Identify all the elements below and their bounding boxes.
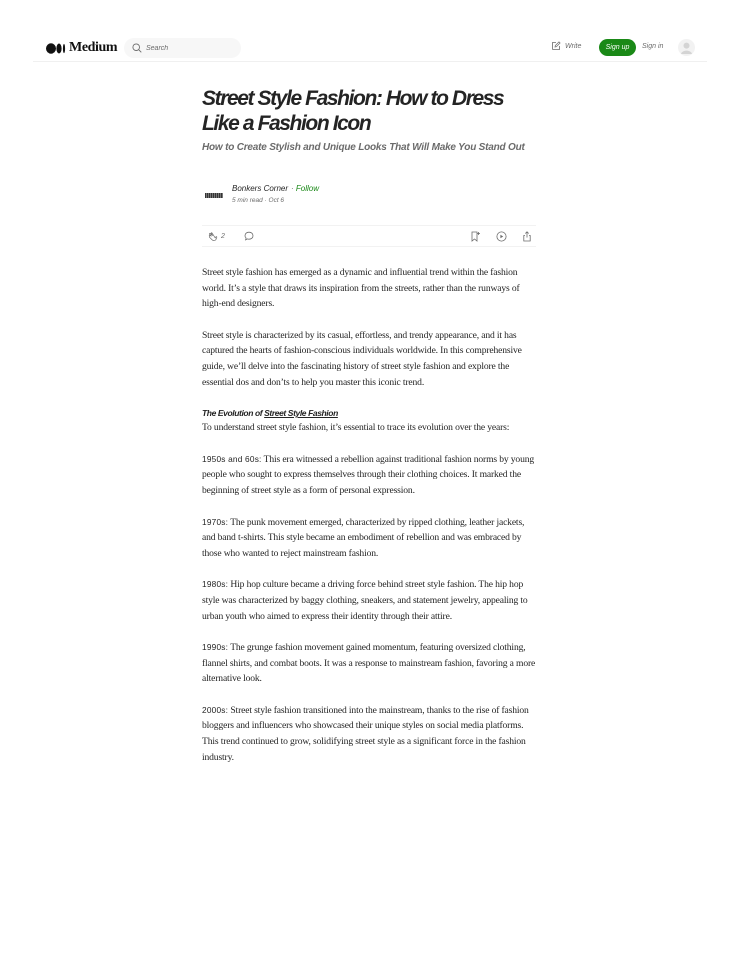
user-avatar-icon — [678, 39, 695, 56]
listen-button[interactable] — [496, 231, 507, 242]
section-heading-link[interactable]: Street Style Fashion — [264, 408, 338, 419]
era-text: The grunge fashion movement gained momentum, featuring oversized clothing, flannel shirts, and combat boots. It was a response to mainstream fashion, favoring a more alternative look. — [202, 642, 536, 685]
write-icon — [551, 41, 561, 51]
medium-logo-icon — [46, 43, 66, 54]
search-input[interactable] — [146, 45, 236, 52]
clap-button[interactable] — [207, 231, 225, 242]
paragraph-intro: Street style fashion has emerged as a dynamic and influential trend within the fashion world. It’s a style that draws its inspiration from the streets, rather than the runways of high-end designers. — [202, 267, 520, 310]
era-label: 1950s and 60s: — [202, 453, 262, 464]
sign-up-button[interactable]: Sign up — [599, 39, 636, 56]
comment-button[interactable] — [244, 231, 254, 241]
read-time: 5 min read — [232, 197, 263, 204]
clap-icon — [207, 231, 218, 242]
paragraph-section-intro: To understand street style fashion, it’s essential to trace its evolution over the years: — [202, 422, 510, 434]
share-button[interactable] — [522, 231, 532, 242]
user-avatar-button[interactable] — [678, 39, 695, 56]
paragraph-era-1980s — [202, 577, 538, 624]
follow-button[interactable]: Follow — [295, 184, 320, 193]
meta-separator: · — [264, 197, 267, 204]
era-text: Hip hop culture became a driving force behind street style fashion. The hip hop style was characterized by baggy clothing, sneakers, and statement jewelry, appealing to urban youth who aimed to express their identity through their attire. — [202, 579, 528, 622]
article-meta — [232, 197, 284, 204]
follow-group — [291, 184, 319, 193]
era-text: The punk movement emerged, characterized by ripped clothing, leather jackets, and band t-shirts. This style became an embodiment of rebellion and was embraced by those who wanted to reject mainstream fashion. — [202, 516, 525, 559]
article-title: Street Style Fashion: How to Dress Like a Fashion Icon — [202, 87, 504, 135]
article-subtitle: How to Create Stylish and Unique Looks That Will Make You Stand Out — [202, 142, 525, 153]
section-heading-prefix: The Evolution of — [202, 408, 265, 419]
paragraph-era-1970s — [202, 515, 538, 562]
era-label: 1970s: — [202, 516, 229, 527]
paragraph-characterized: Street style is characterized by its casual, effortless, and trendy appearance, and it has captured the hearts of fashion-conscious individuals worldwide. In this comprehensive guide, we’ll delve into the fascinating history of street style fashion and explore the essential dos and don’ts to help you master this iconic trend. — [202, 329, 522, 388]
play-icon — [496, 231, 507, 242]
search-icon — [132, 43, 142, 53]
author-byline — [202, 182, 542, 208]
comment-icon — [244, 231, 254, 241]
author-name-link[interactable]: Bonkers Corner — [232, 184, 289, 193]
paragraph-era-1990s — [202, 640, 538, 687]
article-action-bar — [202, 225, 536, 247]
era-text: Street style fashion transitioned into the mainstream, thanks to the rise of fashion bloggers and influencers who showcased their unique styles on social media platforms. This trend continued to grow, solidifying street style as a significant force in the fashion industry. — [202, 704, 529, 763]
top-navigation-bar — [33, 36, 707, 62]
author-avatar[interactable] — [204, 185, 224, 205]
era-label: 1990s: — [202, 642, 229, 653]
bookmark-icon — [470, 231, 480, 242]
era-text: This era witnessed a rebellion against traditional fashion norms by young people who sought to express themselves through their clothing choices. It marked the beginning of street style as a form of personal expression. — [202, 453, 535, 496]
paragraph-era-1950s — [202, 452, 538, 499]
section-heading — [202, 406, 538, 420]
bookmark-button[interactable] — [470, 231, 480, 242]
share-icon — [522, 231, 532, 242]
search-box[interactable] — [124, 38, 241, 58]
publish-date: Oct 6 — [268, 197, 285, 204]
medium-home-link[interactable] — [46, 41, 117, 55]
brand-wordmark: Medium — [69, 40, 118, 55]
clap-count: 2 — [221, 233, 225, 240]
paragraph-era-2000s — [202, 703, 538, 765]
byline-separator: · — [291, 184, 294, 193]
era-label: 2000s: — [202, 704, 229, 715]
era-label: 1980s: — [202, 579, 229, 590]
write-label: Write — [565, 42, 582, 50]
article-body — [202, 265, 538, 765]
sign-in-link[interactable]: Sign in — [642, 43, 664, 50]
write-button[interactable] — [551, 41, 581, 51]
